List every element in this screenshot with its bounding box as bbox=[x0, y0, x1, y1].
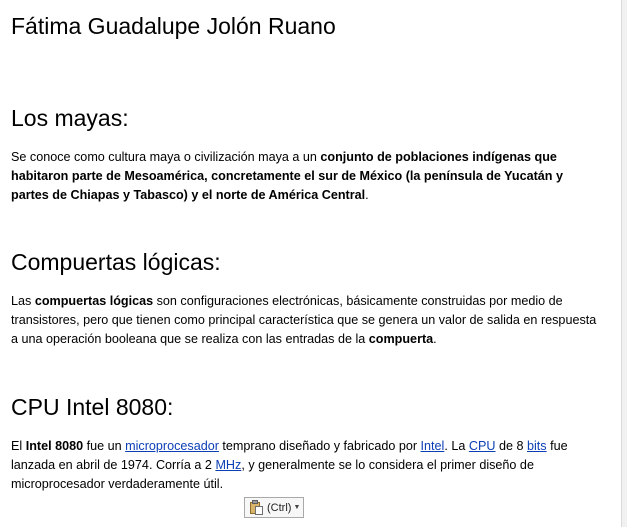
paste-options-button[interactable] bbox=[244, 497, 304, 518]
text-run: de 8 bbox=[495, 439, 527, 453]
link-intel[interactable]: Intel bbox=[420, 439, 445, 453]
heading-cpu-intel-8080: CPU Intel 8080: bbox=[11, 394, 174, 420]
paragraph-compuertas-logicas bbox=[11, 292, 601, 349]
text-run: fue lanzada en abril de 1974. Corría a 2 bbox=[11, 439, 568, 472]
author-name: Fátima Guadalupe Jolón Ruano bbox=[11, 13, 336, 39]
heading-los-mayas: Los mayas: bbox=[11, 105, 129, 131]
text-run: . bbox=[365, 188, 369, 202]
text-run: son configuraciones electrónicas, básicamente construidas por medio de transistores, pero que tienen como principal característica que se genera un valor de salida en respuesta a una operación booleana que se realiza con las entradas de la bbox=[11, 294, 597, 346]
dropdown-arrow-icon: ▼ bbox=[293, 504, 301, 511]
text-run: El bbox=[11, 439, 26, 453]
link-mhz[interactable]: MHz bbox=[215, 458, 242, 472]
bold-run: Intel 8080 bbox=[25, 439, 84, 453]
text-run: temprano diseñado y fabricado por bbox=[218, 439, 421, 453]
link-microprocesador[interactable]: microprocesador bbox=[125, 439, 219, 453]
heading-compuertas-logicas: Compuertas lógicas: bbox=[11, 249, 221, 275]
bold-run: compuerta bbox=[368, 332, 434, 346]
text-run: Las bbox=[11, 294, 35, 308]
window-edge bbox=[621, 0, 627, 527]
link-cpu[interactable]: CPU bbox=[468, 439, 496, 453]
text-run: . La bbox=[444, 439, 469, 453]
text-run: fue un bbox=[83, 439, 126, 453]
paragraph-los-mayas bbox=[11, 148, 601, 205]
clipboard-paste-icon bbox=[249, 500, 263, 515]
text-run: Se conoce como cultura maya o civilización maya a un bbox=[11, 150, 321, 164]
paragraph-cpu-intel-8080 bbox=[11, 437, 601, 494]
link-bits[interactable]: bits bbox=[526, 439, 547, 453]
paste-options-label: (Ctrl) bbox=[267, 501, 292, 514]
bold-run: conjunto de poblaciones indígenas que habitaron parte de Mesoamérica, concretamente el sur de México (la península de Yucatán y partes de Chiapas y Tabasco) y el norte de América Central bbox=[11, 150, 563, 202]
bold-run: compuertas lógicas bbox=[34, 294, 154, 308]
text-run: . bbox=[433, 332, 437, 346]
text-run: , y generalmente se lo considera el primer diseño de microprocesador verdaderamente útil. bbox=[11, 458, 534, 491]
